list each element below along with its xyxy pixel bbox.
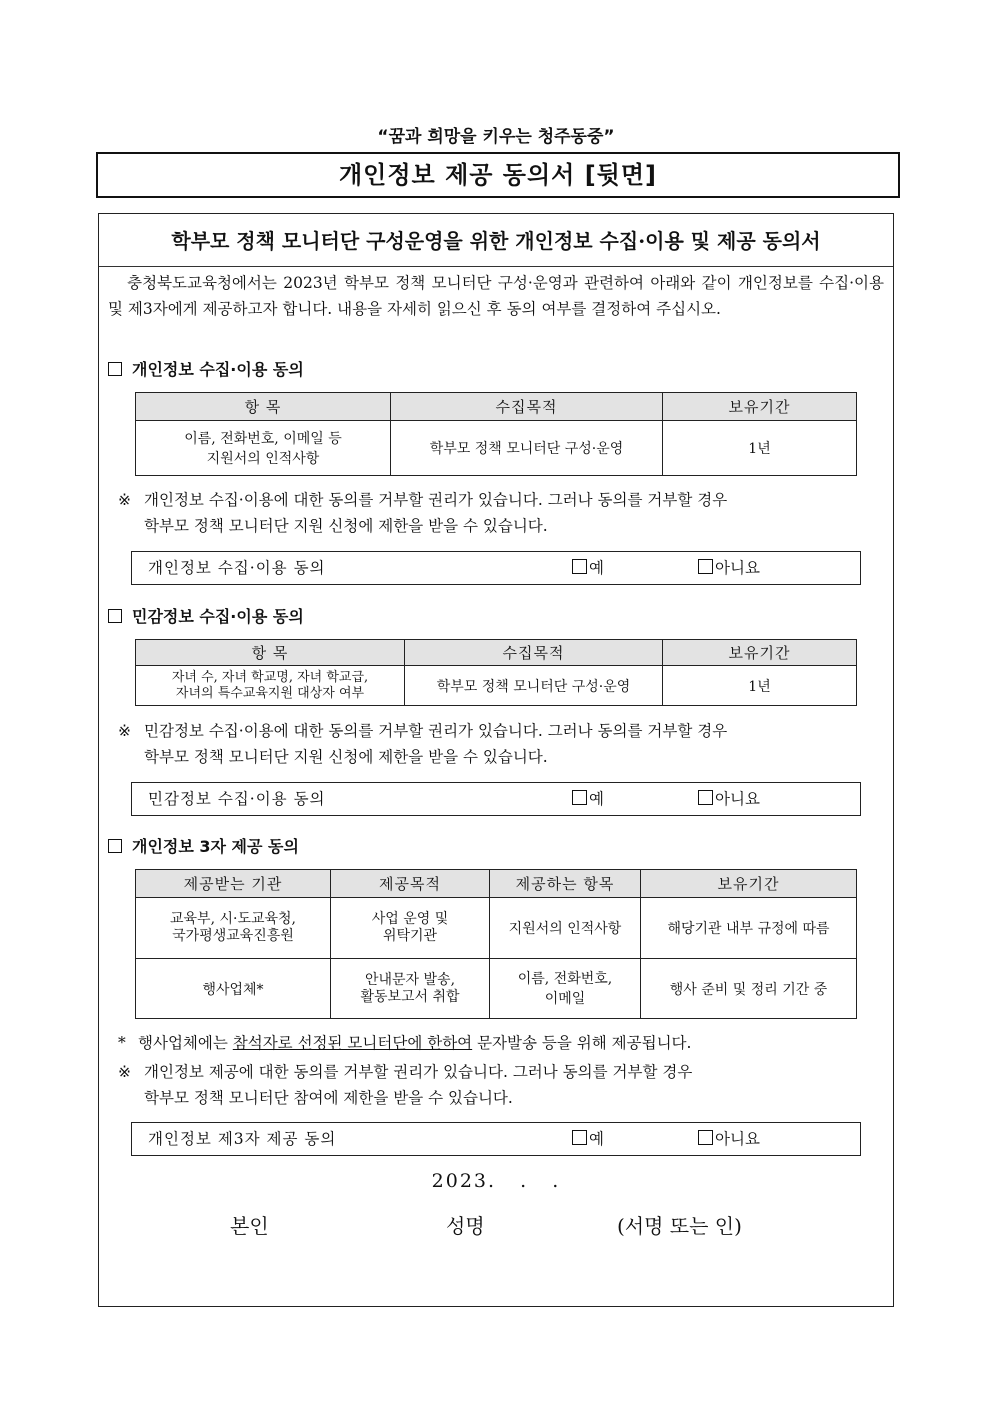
table-cell: 학부모 정책 모니터단 구성·운영 [405,666,663,706]
consent-label: 개인정보 제3자 제공 동의 [148,1130,337,1148]
consent-yes-checkbox[interactable]: 예 [572,1123,604,1155]
table-cell: 이름, 전화번호, 이메일 등 지원서의 인적사항 [136,421,391,476]
school-slogan: “꿈과 희망을 키우는 청주동중” [377,127,615,147]
checkbox-icon[interactable] [698,1130,713,1145]
table-cell: 1년 [663,421,857,476]
signature-sign-label[interactable]: (서명 또는 인) [617,1214,742,1238]
table-header: 항 목 [136,640,405,666]
section3-heading: 개인정보 3자 제공 동의 [108,834,299,857]
document-title: 개인정보 제공 동의서 [뒷면] [96,152,900,198]
table-cell: 해당기관 내부 규정에 따름 [641,898,857,959]
table-header: 항 목 [136,393,391,421]
intro-paragraph: 충청북도교육청에서는 2023년 학부모 정책 모니터단 구성·운영과 관련하여 아래와 같이 개인정보를 수집·이용 및 제3자에게 제공하고자 합니다. 내용을 자세히 읽으신 후 동의 여부를 결정하여 주십시오. [108,274,884,318]
table-header: 보유기간 [663,393,857,421]
checkbox-icon[interactable] [572,559,587,574]
section2-table [135,639,857,706]
consent-no-checkbox[interactable]: 아니요 [698,1123,760,1155]
table-cell: 사업 운영 및 위탁기관 [331,898,490,959]
table-header: 수집목적 [391,393,663,421]
table-header: 제공받는 기관 [136,870,331,898]
section3-table [135,869,857,1019]
consent-no-checkbox[interactable]: 아니요 [698,552,760,584]
section3-note: ※ 개인정보 제공에 대한 동의를 거부할 권리가 있습니다. 그러나 동의를 거부할 경우 학부모 정책 모니터단 참여에 제한을 받을 수 있습니다. [118,1063,693,1107]
table-cell: 행사업체* [136,959,331,1019]
checkbox-icon[interactable] [572,790,587,805]
table-cell: 학부모 정책 모니터단 구성·운영 [391,421,663,476]
section3-consent-row [131,1122,861,1156]
table-cell: 교육부, 시·도교육청, 국가평생교육진흥원 [136,898,331,959]
signature-self-label: 본인 [230,1214,269,1238]
checkbox-icon[interactable] [698,790,713,805]
table-header: 보유기간 [641,870,857,898]
section3-footnote: * 행사업체에는 참석자로 선정된 모니터단에 한하여 문자발송 등을 위해 제공됩니다. [118,1034,692,1052]
subtitle-divider [99,266,893,267]
section1-table [135,392,857,476]
table-cell: 1년 [663,666,857,706]
signature-name-label[interactable]: 성명 [446,1214,485,1238]
table-cell: 안내문자 발송, 활동보고서 취합 [331,959,490,1019]
consent-no-checkbox[interactable]: 아니요 [698,783,760,815]
checkbox-icon[interactable] [698,559,713,574]
section-square-icon [108,362,122,376]
section1-consent-row [131,551,861,585]
section1-note: ※ 개인정보 수집·이용에 대한 동의를 거부할 권리가 있습니다. 그러나 동의를 거부할 경우 학부모 정책 모니터단 지원 신청에 제한을 받을 수 있습니다. [118,491,728,535]
consent-label: 개인정보 수집·이용 동의 [148,559,326,577]
date-field[interactable]: 2023. . . [431,1170,561,1192]
section1-heading: 개인정보 수집·이용 동의 [108,357,304,380]
underlined-text: 참석자로 선정된 모니터단에 한하여 [232,1034,473,1052]
table-header: 수집목적 [405,640,663,666]
section2-note: ※ 민감정보 수집·이용에 대한 동의를 거부할 권리가 있습니다. 그러나 동의를 거부할 경우 학부모 정책 모니터단 지원 신청에 제한을 받을 수 있습니다. [118,722,728,766]
consent-yes-checkbox[interactable]: 예 [572,552,604,584]
table-cell: 행사 준비 및 정리 기간 중 [641,959,857,1019]
table-header: 제공하는 항목 [490,870,641,898]
section2-heading: 민감정보 수집·이용 동의 [108,604,304,627]
form-subtitle: 학부모 정책 모니터단 구성운영을 위한 개인정보 수집·이용 및 제공 동의서 [171,229,821,253]
checkbox-icon[interactable] [572,1130,587,1145]
table-header: 보유기간 [663,640,857,666]
consent-label: 민감정보 수집·이용 동의 [148,790,326,808]
consent-yes-checkbox[interactable]: 예 [572,783,604,815]
table-cell: 자녀 수, 자녀 학교명, 자녀 학교급, 자녀의 특수교육지원 대상자 여부 [136,666,405,706]
section-square-icon [108,839,122,853]
table-cell: 지원서의 인적사항 [490,898,641,959]
table-header: 제공목적 [331,870,490,898]
section2-consent-row [131,782,861,816]
table-cell: 이름, 전화번호, 이메일 [490,959,641,1019]
section-square-icon [108,609,122,623]
